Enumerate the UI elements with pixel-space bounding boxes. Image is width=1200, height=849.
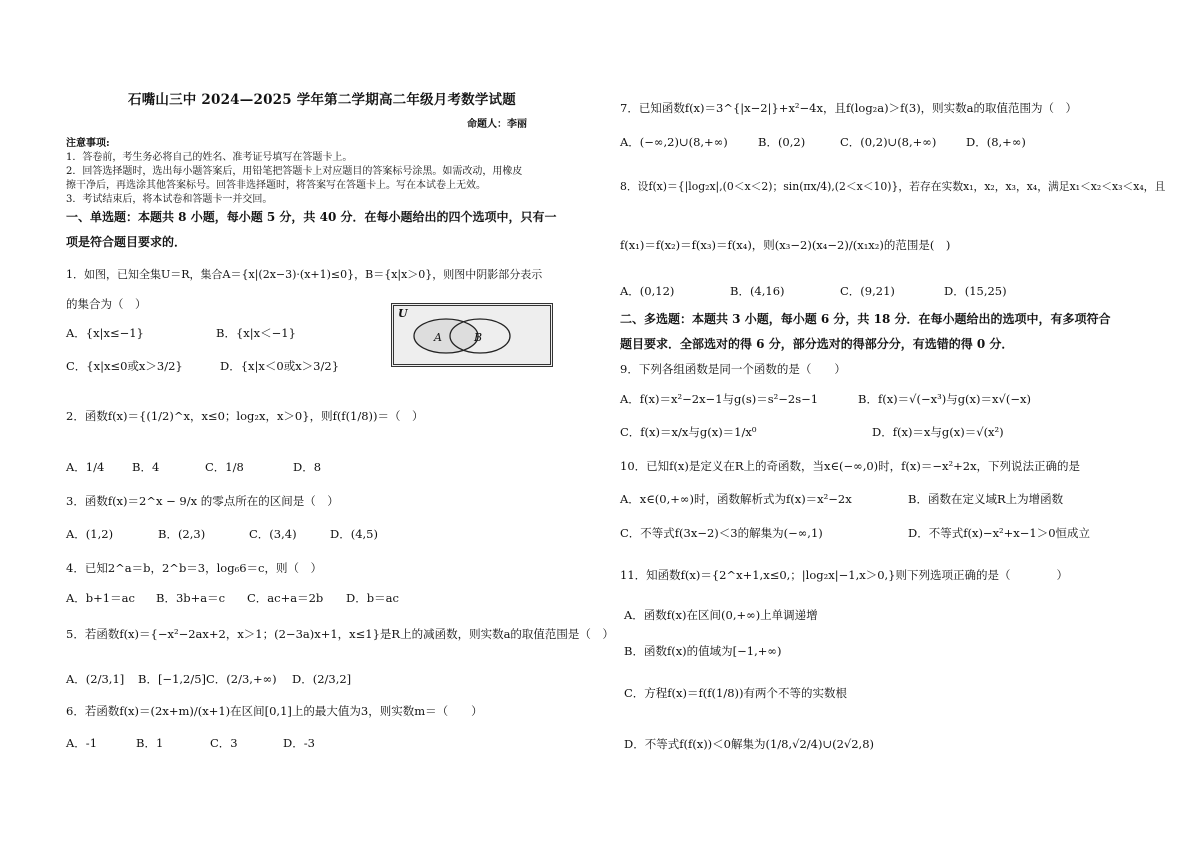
option-c: C．1/8 bbox=[205, 460, 244, 474]
question-stem-cont: f(x₁)＝f(x₂)＝f(x₃)＝f(x₄)，则(x₃−2)(x₄−2)/(x₁x₂)的范围是( ) bbox=[620, 238, 951, 252]
option-d: D．f(x)＝x与g(x)＝√(x²) bbox=[872, 425, 1004, 439]
option-a: A．1/4 bbox=[66, 460, 105, 474]
page-title: 石嘴山三中 2024—2025 学年第二学期高二年级月考数学试题 bbox=[128, 92, 516, 108]
option-a: A．(2/3,1] bbox=[66, 672, 125, 686]
option-a: A．(1,2) bbox=[66, 527, 114, 541]
venn-diagram bbox=[391, 303, 553, 367]
option-d: D．不等式f(x)−x²+x−1＞0恒成立 bbox=[908, 526, 1091, 540]
option-b: B．1 bbox=[136, 736, 164, 750]
question-stem-cont: 的集合为（ ） bbox=[66, 297, 147, 311]
option-c: C．(2/3,+∞) bbox=[206, 672, 277, 686]
option-a: A．函数f(x)在区间(0,+∞)上单调递增 bbox=[624, 608, 818, 622]
question-stem: 3．函数f(x)＝2^x − 9/x 的零点所在的区间是（ ） bbox=[66, 494, 339, 508]
venn-svg bbox=[394, 306, 544, 358]
option-c: C．f(x)＝x/x与g(x)＝1/x⁰ bbox=[620, 425, 757, 439]
option-a: A．x∈(0,+∞)时，函数解析式为f(x)＝x²−2x bbox=[620, 492, 852, 506]
option-b: B．{x|x＜−1} bbox=[216, 326, 296, 340]
option-a: A．{x|x≤−1} bbox=[66, 326, 144, 340]
section1-heading: 一、单选题：本题共 8 小题，每小题 5 分，共 40 分．在每小题给出的四个选项中，只有一 bbox=[66, 210, 557, 224]
question-stem: 11．知函数f(x)＝{2^x+1,x≤0,；|log₂x|−1,x＞0,}则下列选项正确的是（ ） bbox=[620, 568, 1068, 582]
option-a: A．b+1＝ac bbox=[66, 591, 135, 605]
option-c: C．(9,21) bbox=[840, 284, 895, 298]
option-c: C．3 bbox=[210, 736, 238, 750]
option-b: B．3b+a＝c bbox=[156, 591, 226, 605]
option-d: D．-3 bbox=[283, 736, 315, 750]
option-c: C．(0,2)∪(8,+∞) bbox=[840, 135, 937, 149]
question-stem: 7．已知函数f(x)＝3^{|x−2|}+x²−4x，且f(log₂a)＞f(3)，则实数a的取值范围为（ ） bbox=[620, 101, 1078, 115]
section2-heading-cont: 题目要求．全部选对的得 6 分，部分选对的得部分分，有选错的得 0 分． bbox=[620, 337, 1014, 351]
question-stem: 5．若函数f(x)＝{−x²−2ax+2，x＞1；(2−3a)x+1，x≤1}是R上的减函数，则实数a的取值范围是（ ） bbox=[66, 627, 614, 641]
author-line: 命题人：李丽 bbox=[467, 119, 527, 130]
venn-set-b-label: B bbox=[474, 331, 483, 344]
option-a: A．(−∞,2)∪(8,+∞) bbox=[620, 135, 728, 149]
option-b: B．(2,3) bbox=[158, 527, 206, 541]
option-d: D．8 bbox=[293, 460, 322, 474]
option-d: D．(4,5) bbox=[330, 527, 378, 541]
question-stem: 4．已知2^a＝b，2^b＝3，log₆6＝c，则（ ） bbox=[66, 561, 322, 575]
question-stem: 8．设f(x)＝{|log₂x|,(0＜x＜2)；sin(πx/4),(2＜x＜10)}，若存在实数x₁，x₂，x₃，x₄，满足x₁＜x₂＜x₃＜x₄，且 bbox=[620, 180, 1166, 193]
question-stem: 9．下列各组函数是同一个函数的是（ ） bbox=[620, 362, 846, 376]
option-b: B．f(x)＝√(−x³)与g(x)＝x√(−x) bbox=[858, 392, 1031, 406]
note-item: 2．回答选择题时，选出每小题答案后，用铅笔把答题卡上对应题目的答案标号涂黑。如需改动，用橡皮 bbox=[66, 166, 523, 177]
question-stem: 10．已知f(x)是定义在R上的奇函数，当x∈(−∞,0)时，f(x)＝−x²+2x，下列说法正确的是 bbox=[620, 459, 1081, 473]
option-b: B．(4,16) bbox=[730, 284, 785, 298]
option-a: A．-1 bbox=[66, 736, 98, 750]
option-b: B．(0,2) bbox=[758, 135, 806, 149]
option-d: D．b＝ac bbox=[346, 591, 399, 605]
note-item: 3．考试结束后，将本试卷和答题卡一并交回。 bbox=[66, 194, 273, 205]
option-b: B．函数f(x)的值域为[−1,+∞) bbox=[624, 644, 782, 658]
option-d: D．(2/3,2] bbox=[292, 672, 352, 686]
section2-heading: 二、多选题：本题共 3 小题，每小题 6 分，共 18 分．在每小题给出的选项中，有多项符合 bbox=[620, 312, 1111, 326]
option-b: B．[−1,2/5] bbox=[138, 672, 207, 686]
notes-heading: 注意事项: bbox=[66, 138, 110, 149]
section1-heading-cont: 项是符合题目要求的． bbox=[66, 235, 187, 249]
option-c: C．ac+a＝2b bbox=[247, 591, 324, 605]
option-b: B．函数在定义域R上为增函数 bbox=[908, 492, 1064, 506]
venn-set-a-label: A bbox=[434, 331, 442, 344]
option-a: A．(0,12) bbox=[620, 284, 675, 298]
option-c: C．(3,4) bbox=[249, 527, 297, 541]
option-d: D．{x|x＜0或x＞3/2} bbox=[220, 359, 340, 373]
option-c: C．方程f(x)＝f(f(1/8))有两个不等的实数根 bbox=[624, 686, 847, 700]
venn-universe-label: U bbox=[398, 307, 408, 320]
question-stem: 6．若函数f(x)＝(2x+m)/(x+1)在区间[0,1]上的最大值为3，则实数m＝（ ） bbox=[66, 704, 483, 718]
option-d: D．(8,+∞) bbox=[966, 135, 1026, 149]
option-c: C．不等式f(3x−2)＜3的解集为(−∞,1) bbox=[620, 526, 823, 540]
option-b: B．4 bbox=[132, 460, 160, 474]
option-d: D．不等式f(f(x))＜0解集为(1/8,√2/4)∪(2√2,8) bbox=[624, 737, 874, 751]
set-a-ellipse bbox=[414, 319, 478, 353]
note-item: 1．答卷前，考生务必将自己的姓名、准考证号填写在答题卡上。 bbox=[66, 152, 353, 163]
option-a: A．f(x)＝x²−2x−1与g(s)＝s²−2s−1 bbox=[620, 392, 819, 406]
note-item: 擦干净后，再选涂其他答案标号。回答非选择题时，将答案写在答题卡上。写在本试卷上无效。 bbox=[66, 180, 486, 191]
question-stem: 2．函数f(x)＝{(1/2)^x，x≤0；log₂x，x＞0}，则f(f(1/8))＝（ ） bbox=[66, 409, 424, 423]
option-c: C．{x|x≤0或x＞3/2} bbox=[66, 359, 183, 373]
question-stem: 1．如图，已知全集U＝R，集合A＝{x|(2x−3)·(x+1)≤0}，B＝{x|x＞0}，则图中阴影部分表示 bbox=[66, 268, 543, 281]
option-d: D．(15,25) bbox=[944, 284, 1007, 298]
